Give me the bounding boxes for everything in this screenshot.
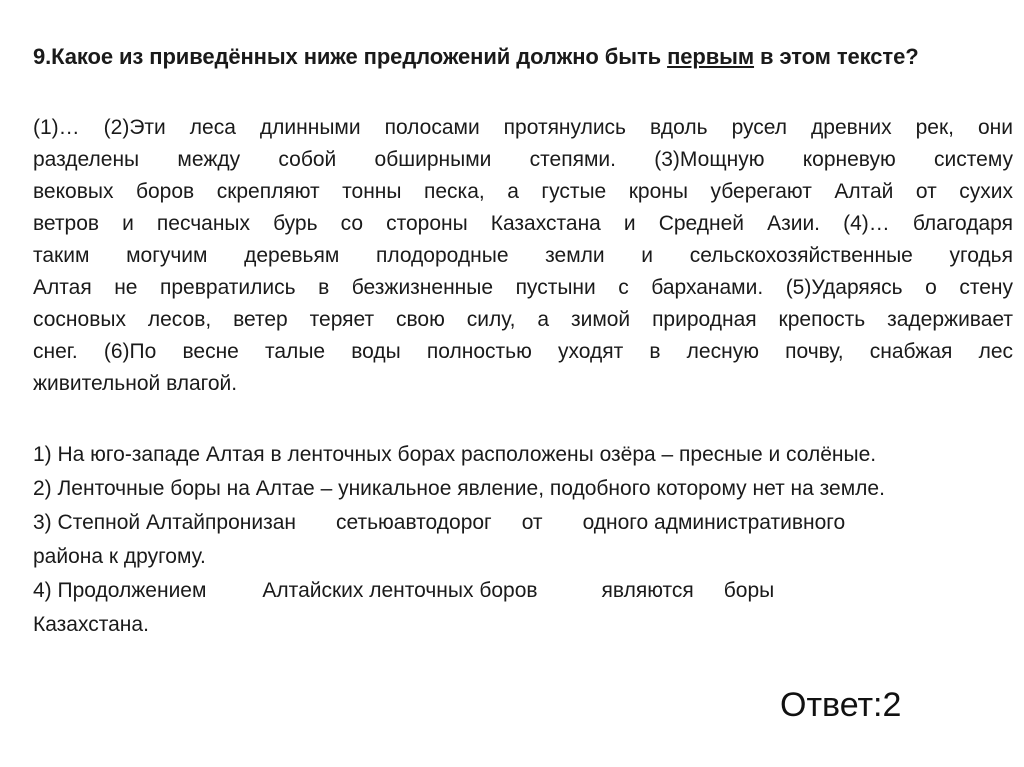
option-3-text-part: сетьюавтодорог (336, 511, 492, 534)
question-heading (33, 44, 1008, 70)
question-text-end: в этом тексте? (754, 44, 919, 69)
option-4-text-part: Алтайских ленточных боров (262, 579, 538, 602)
option-2: 2) Ленточные боры на Алтае – уникальное явление, подобного которому нет на земле. (33, 477, 885, 500)
passage-line: таким могучим деревьям плодородные земли и сельскохозяйственные угодья (33, 244, 1013, 267)
option-4 (33, 574, 1008, 608)
passage-line: снег. (6)По весне талые воды полностью уходят в лесную почву, снабжая лес (33, 340, 1013, 363)
option-3-text-part: от (521, 511, 543, 534)
option-3-text-part: Степной Алтайпронизан (57, 511, 296, 534)
option-4-text-part: являются (601, 579, 694, 602)
passage-line: сосновых лесов, ветер теряет свою силу, а зимой природная крепость задерживает (33, 308, 1013, 331)
passage-line: Алтая не превратились в безжизненные пустыни с барханами. (5)Ударяясь о стену (33, 276, 1013, 299)
option-3 (33, 506, 1008, 540)
answer-text: Ответ:2 (780, 686, 902, 724)
option-3-text-part: одного административного (582, 511, 846, 534)
passage-line: ветров и песчаных бурь со стороны Казахстана и Средней Азии. (4)… благодаря (33, 212, 1013, 235)
passage-line: живительной влагой. (33, 372, 238, 395)
option-4-number: 4) (33, 579, 52, 602)
option-3-number: 3) (33, 511, 52, 534)
option-4-text-part: боры (723, 579, 775, 602)
option-3-continuation: района к другому. (33, 545, 206, 568)
passage-line: (1)… (2)Эти леса длинными полосами протянулись вдоль русел древних рек, они (33, 116, 1013, 139)
passage-line: вековых боров скрепляют тонны песка, а густые кроны уберегают Алтай от сухих (33, 180, 1013, 203)
question-text-start: 9.Какое из приведённых ниже предложений должно быть (33, 44, 668, 69)
answer-options-list (33, 438, 1008, 642)
passage-line: разделены между собой обширными степями. (3)Мощную корневую систему (33, 148, 1013, 171)
passage-text (33, 112, 1013, 400)
option-4-text-part: Продолжением (57, 579, 207, 602)
question-underlined-word: первым (667, 44, 755, 69)
option-1: 1) На юго-западе Алтая в ленточных борах расположены озёра – пресные и солёные. (33, 443, 877, 466)
option-4-continuation: Казахстана. (33, 613, 149, 636)
